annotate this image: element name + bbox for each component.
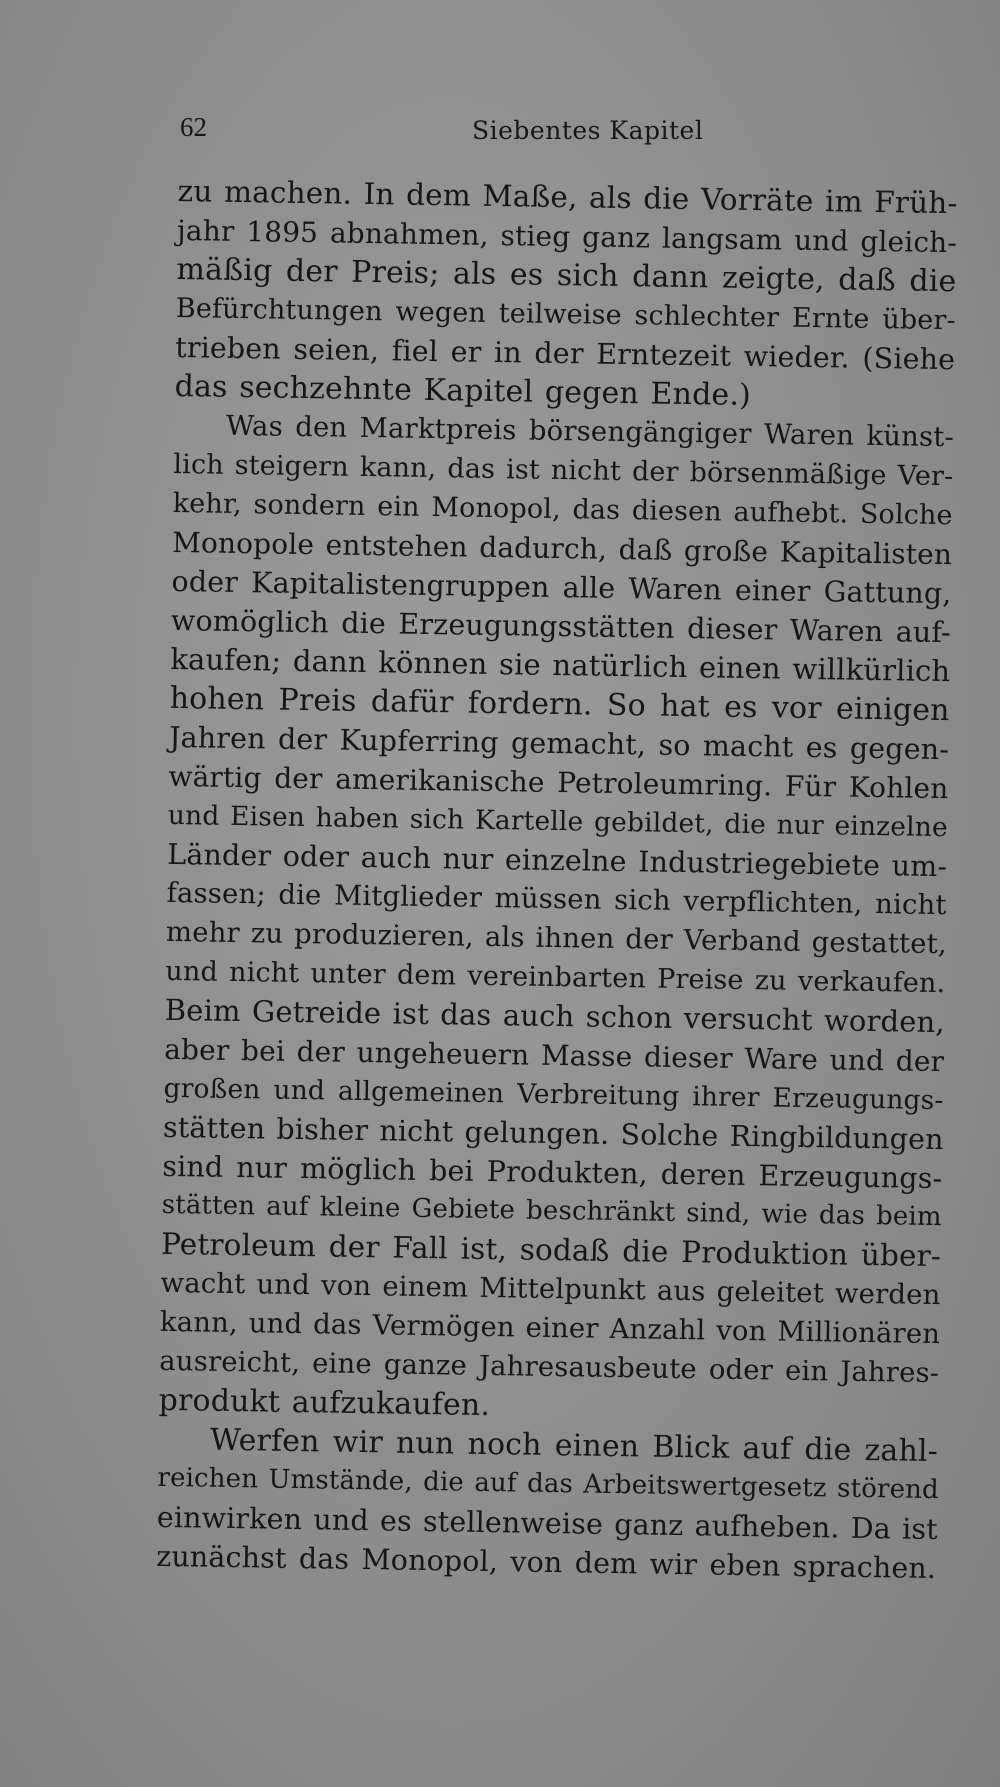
text-line: Beim Getreide ist das auch schon versucht worden, xyxy=(164,992,946,1040)
text-line: stätten bisher nicht gelungen. Solche Ringbildungen xyxy=(162,1110,944,1157)
text-line: mehr zu produzieren, als ihnen der Verband gestattet, xyxy=(165,915,948,961)
text-line: Befürchtungen wegen teilweise schlechter Ernte über- xyxy=(175,292,957,337)
body-text xyxy=(156,172,958,1588)
text-line: Werfen wir nun noch einen Blick auf die zahl- xyxy=(209,1422,939,1470)
text-line: fassen; die Mitglieder müssen sich verpflichten, nicht xyxy=(166,876,947,922)
text-line: Monopole entstehen dadurch, daß große Kapitalisten xyxy=(171,525,953,572)
text-line: oder Kapitalistengruppen alle Waren einer Gattung, xyxy=(171,564,952,611)
text-line: zunächst das Monopol, von dem wir eben sprachen. xyxy=(155,1539,937,1586)
text-line: womöglich die Erzeugungsstätten dieser Waren auf- xyxy=(170,603,952,650)
text-line: ausreicht, eine ganze Jahresausbeute oder ein Jahres- xyxy=(159,1344,940,1390)
text-line: wärtig der amerikanische Petroleumring. Für Kohlen xyxy=(168,759,949,806)
text-line: aber bei der ungeheuern Masse dieser Ware und der xyxy=(163,1032,945,1079)
text-line: wacht und von einem Mittelpunkt aus geleitet werden xyxy=(160,1266,941,1312)
text-line: mäßig der Preis; als es sich dann zeigte, daß die xyxy=(176,251,957,300)
text-line: jahr 1895 abnahmen, stieg ganz langsam und gleich- xyxy=(176,213,958,260)
page-header xyxy=(180,112,820,152)
text-line: trieben seien, fiel er in der Erntezeit wieder. (Siehe xyxy=(174,330,956,377)
text-line: und nicht unter dem vereinbarten Preise zu verkaufen. xyxy=(165,955,946,1000)
page-number: 62 xyxy=(180,112,207,142)
text-line: sind nur möglich bei Produkten, deren Erzeugungs- xyxy=(162,1149,943,1196)
text-line: großen und allgemeinen Verbreitung ihrer Erzeugungs- xyxy=(163,1072,944,1117)
text-line: zu machen. In dem Maße, als die Vorräte im Früh- xyxy=(177,173,958,221)
text-line: hohen Preis dafür fordern. So hat es vor einigen xyxy=(169,680,950,729)
running-title: Siebentes Kapitel xyxy=(472,116,704,145)
text-line: Was den Marktpreis börsengängiger Waren künst- xyxy=(225,409,955,454)
text-line: einwirken und es stellenweise ganz aufheben. Da ist xyxy=(156,1500,939,1547)
text-line: reichen Umstände, die auf das Arbeitswertgesetz störend xyxy=(157,1462,940,1506)
text-line: Länder oder auch nur einzelne Industriegebiete um- xyxy=(167,837,948,884)
text-line: kann, und das Vermögen einer Anzahl von Millionären xyxy=(159,1305,941,1351)
text-line: kaufen; dann können sie natürlich einen willkürlich xyxy=(170,641,951,689)
text-line: produkt aufzukaufen. xyxy=(158,1382,491,1424)
text-line: Petroleum der Fall ist, sodaß die Produktion über- xyxy=(160,1226,942,1274)
text-line: Jahren der Kupferring gemacht, so macht es gegen- xyxy=(168,720,950,767)
text-line: und Eisen haben sich Kartelle gebildet, die nur einzelne xyxy=(167,799,949,844)
text-line: stätten auf kleine Gebiete beschränkt sind, wie das beim xyxy=(161,1189,942,1233)
text-line: lich steigern kann, das ist nicht der börsenmäßige Ver- xyxy=(173,448,954,493)
text-line: das sechzehnte Kapitel gegen Ende.) xyxy=(174,368,752,414)
text-line: kehr, sondern ein Monopol, das diesen aufhebt. Solche xyxy=(172,487,953,532)
